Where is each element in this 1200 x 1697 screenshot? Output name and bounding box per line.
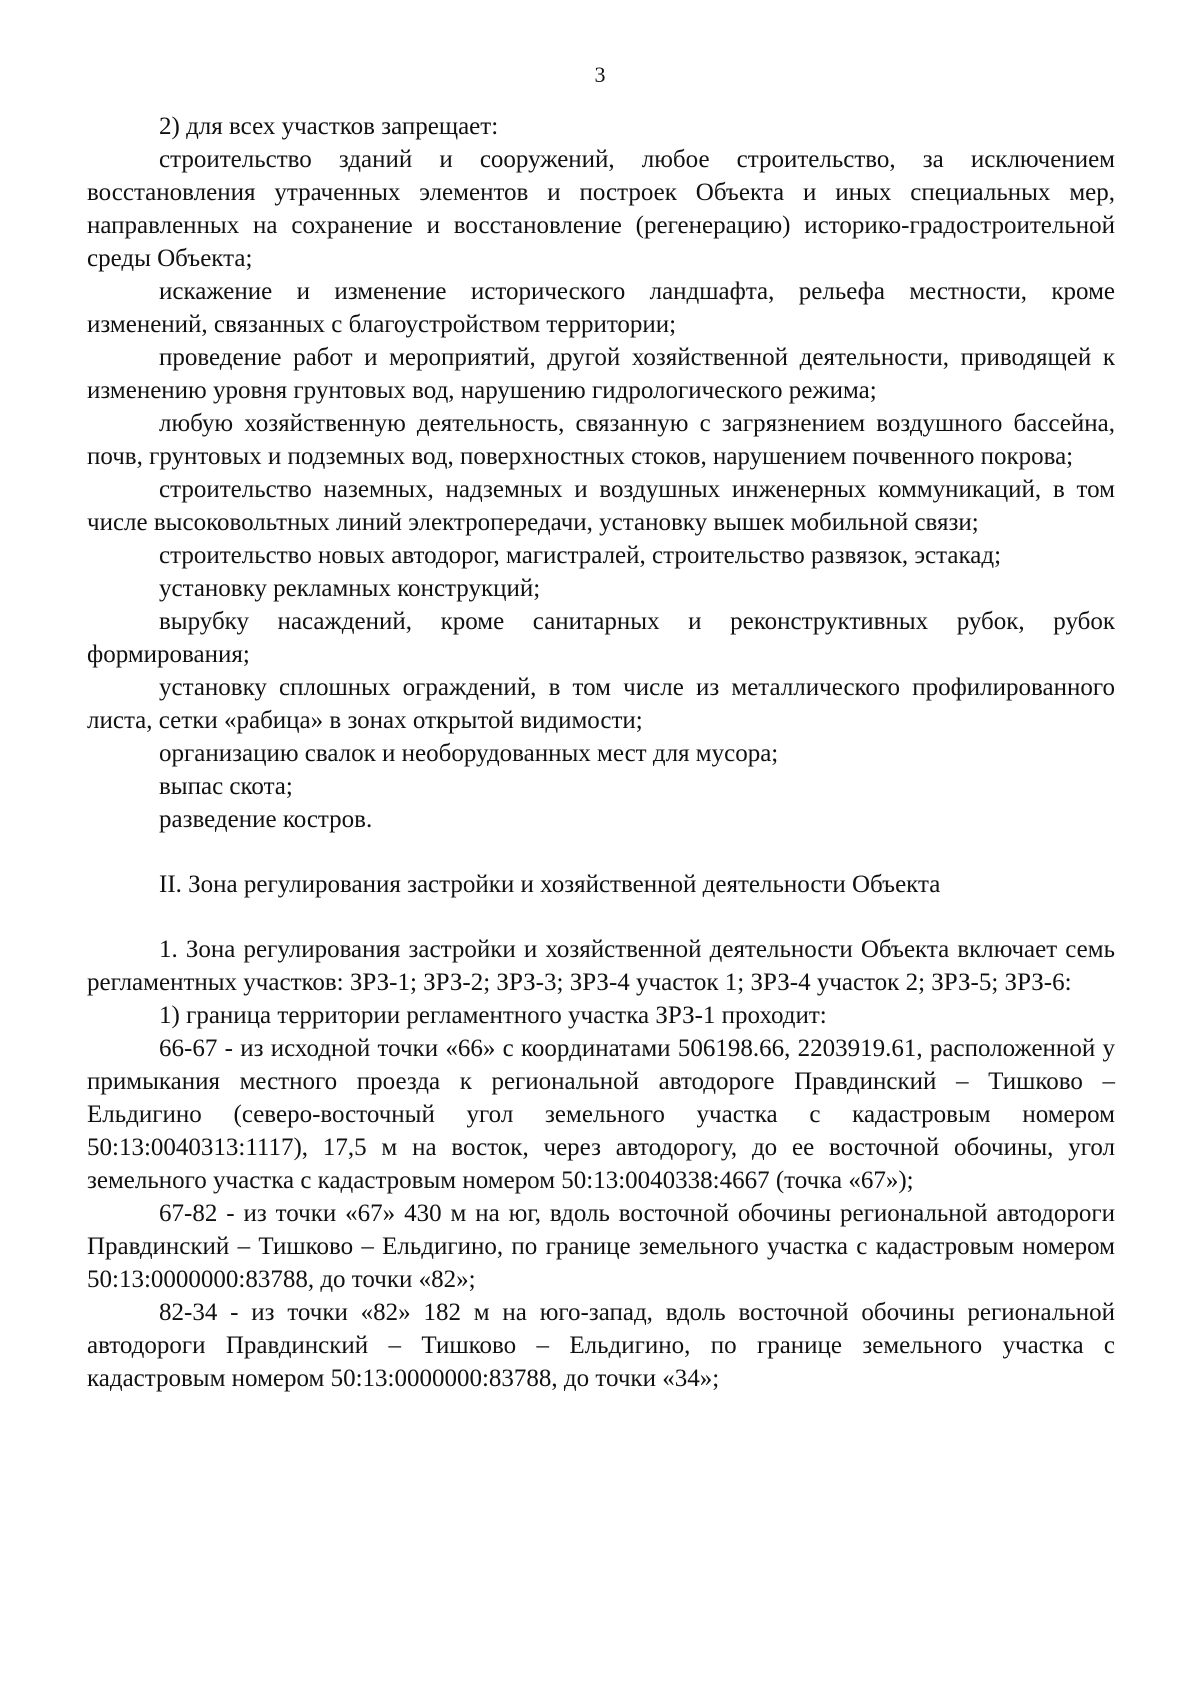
section-heading: II. Зона регулирования застройки и хозяйственной деятельности Объекта (159, 871, 941, 898)
spacer (87, 836, 1115, 868)
prohibition-item: организацию свалок и необорудованных мест для мусора; (159, 740, 779, 767)
paragraph-prohibitions-intro: 2) для всех участков запрещает: (159, 113, 499, 140)
paragraph-boundary-intro: 1) граница территории регламентного участка ЗРЗ-1 проходит: (159, 1002, 827, 1029)
prohibition-item: строительство наземных, надземных и воздушных инженерных коммуникаций, в том числе высоковольтных линий электропередачи, установку вышек мобильной связи; (87, 476, 1115, 536)
page-number: 3 (594, 62, 606, 87)
prohibition-item: строительство новых автодорог, магистралей, строительство развязок, эстакад; (159, 542, 1002, 569)
document-body (87, 110, 1115, 1395)
prohibition-item: установку сплошных ограждений, в том числе из металлического профилированного листа, сетки «рабица» в зонах открытой видимости; (87, 674, 1115, 734)
paragraph-boundary-segment: 66-67 - из исходной точки «66» с координатами 506198.66, 2203919.61, расположенной у примыкания местного проезда к региональной автодороге Правдинский – Тишково – Ельдигино (северо-восточный угол земельного участка с кадастровым номером 50:13:0040313:1117), 17,5 м на восток, через автодорогу, до ее восточной обочины, угол земельного участка с кадастровым номером 50:13:0040338:4667 (точка «67»); (87, 1035, 1115, 1194)
paragraph-boundary-segment: 67-82 - из точки «67» 430 м на юг, вдоль восточной обочины региональной автодороги Правдинский – Тишково – Ельдигино, по границе земельного участка с кадастровым номером 50:13:0000000:83788, до точки «82»; (87, 1200, 1115, 1293)
paragraph-boundary-segment: 82-34 - из точки «82» 182 м на юго-запад, вдоль восточной обочины региональной автодороги Правдинский – Тишково – Ельдигино, по границе земельного участка с кадастровым номером 50:13:0000000:83788, до точки «34»; (87, 1299, 1115, 1392)
prohibition-item: вырубку насаждений, кроме санитарных и реконструктивных рубок, рубок формирования; (87, 608, 1115, 668)
prohibition-item: строительство зданий и сооружений, любое строительство, за исключением восстановления утраченных элементов и построек Объекта и иных специальных мер, направленных на сохранение и восстановление (регенерацию) историко-градостроительной среды Объекта; (87, 146, 1115, 272)
paragraph-zone-description: 1. Зона регулирования застройки и хозяйственной деятельности Объекта включает семь регламентных участков: ЗРЗ-1; ЗРЗ-2; ЗРЗ-3; ЗРЗ-4 участок 1; ЗРЗ-4 участок 2; ЗРЗ-5; ЗРЗ-6: (87, 936, 1115, 996)
prohibition-item: искажение и изменение исторического ландшафта, рельефа местности, кроме изменений, связанных с благоустройством территории; (87, 278, 1115, 338)
spacer (87, 901, 1115, 933)
prohibition-item: проведение работ и мероприятий, другой хозяйственной деятельности, приводящей к изменению уровня грунтовых вод, нарушению гидрологического режима; (87, 344, 1115, 404)
prohibition-item: установку рекламных конструкций; (159, 575, 541, 602)
prohibition-item: разведение костров. (159, 806, 373, 833)
prohibition-item: любую хозяйственную деятельность, связанную с загрязнением воздушного бассейна, почв, грунтовых и подземных вод, поверхностных стоков, нарушением почвенного покрова; (87, 410, 1115, 470)
prohibition-item: выпас скота; (159, 773, 293, 800)
